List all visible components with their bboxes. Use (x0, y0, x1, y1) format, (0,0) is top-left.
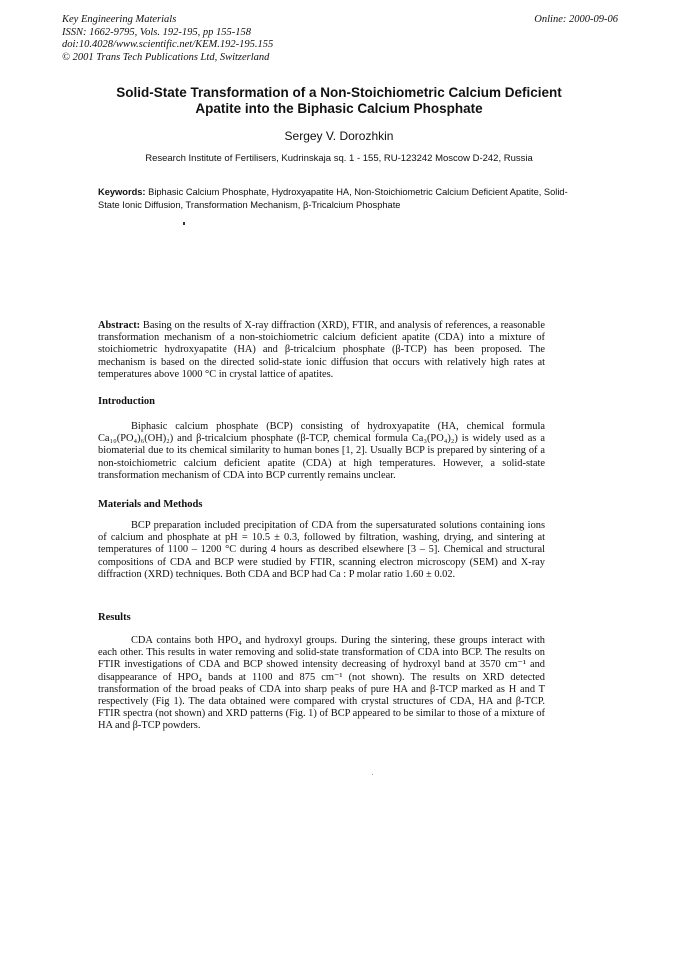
results-paragraph: CDA contains both HPO₄ and hydroxyl groups. During the sintering, these groups interact with each other. This results in water removing and solid-state transformation of CDA into BCP. The results on FTIR investigations of CDA and BCP showed intensity decreasing of hydroxyl band at 3570 cm⁻¹ and disappearance of HPO₄ bands at 1100 and 875 cm⁻¹ (not shown). The results on XRD detected transformation of the broad peaks of CDA into sharp peaks of pure HA and β-TCP marked as H and T respectively (Fig 1). The data obtained were compared with crystal structures of CDA, HA and β-TCP. FTIR spectra (not shown) and XRD patterns (Fig. 1) of BCP appeared to be similar to those of a mixture of HA and β-TCP powders. (98, 635, 545, 732)
copyright-line: © 2001 Trans Tech Publications Ltd, Switzerland (62, 51, 270, 63)
online-date: Online: 2000-09-06 (534, 14, 618, 25)
section-heading-methods: Materials and Methods (98, 499, 203, 510)
abstract-label: Abstract: (98, 320, 141, 331)
stray-mark (183, 222, 185, 225)
section-heading-results: Results (98, 612, 131, 623)
author-name: Sergey V. Dorozhkin (284, 129, 394, 143)
journal-name: Key Engineering Materials (62, 14, 177, 25)
abstract-text: Basing on the results of X-ray diffraction (XRD), FTIR, and analysis of references, a reasonable transformation mechanism of a non-stoichiometric calcium deficient apatite (CDA) into a mixture of stoichiometric hydroxyapatite (HA) and β-tricalcium phosphate (β-TCP) has been proposed. The mechanism is based on the directed solid-state ionic diffusion that occurs with relatively high rates at temperatures above 1000 °C in crystal lattice of apatites. (98, 320, 545, 380)
author-affiliation: Research Institute of Fertilisers, Kudrinskaja sq. 1 - 155, RU-123242 Moscow D-242, Russia (145, 153, 533, 164)
doi-link[interactable]: doi:10.4028/www.scientific.net/KEM.192-195.155 (62, 39, 274, 50)
keywords-label: Keywords: (98, 187, 146, 197)
paper-title-line2: Apatite into the Biphasic Calcium Phosphate (195, 101, 483, 116)
section-heading-introduction: Introduction (98, 396, 155, 407)
journal-header (62, 14, 273, 64)
paper-title (62, 85, 616, 117)
abstract-block (98, 320, 545, 381)
issn-line: ISSN: 1662-9795, Vols. 192-195, pp 155-158 (62, 26, 251, 38)
page-speck (372, 774, 373, 775)
keywords-block (98, 186, 578, 211)
keywords-text: Biphasic Calcium Phosphate, Hydroxyapatite HA, Non-Stoichiometric Calcium Deficient Apatite, Solid-State Ionic Diffusion, Transformation Mechanism, β-Tricalcium Phosphate (98, 187, 568, 210)
introduction-paragraph: Biphasic calcium phosphate (BCP) consisting of hydroxyapatite (HA, chemical formula Ca₁₀(PO₄)₆(OH)₂) and β-tricalcium phosphate (β-TCP, chemical formula Ca₃(PO₄)₂) is widely used as a biomaterial due to its chemical similarity to human bones [1, 2]. Usually BCP is prepared by sintering of a non-stoichiometric calcium deficient apatite (CDA) at high temperatures. However, a solid-state transformation mechanism of CDA into BCP currently remains unclear. (98, 421, 545, 481)
methods-paragraph: BCP preparation included precipitation of CDA from the supersaturated solutions containing ions of calcium and phosphate at pH = 10.5 ± 0.3, followed by filtration, washing, drying, and sintering at temperatures of 1100 – 1200 °C during 4 hours as described elsewhere [3 – 5]. Chemical and structural compositions of CDA and BCP were studied by FTIR, scanning electron microscopy (SEM) and X-ray diffraction (XRD) techniques. Both CDA and BCP had Ca : P molar ratio 1.60 ± 0.02. (98, 520, 545, 580)
paper-title-line1: Solid-State Transformation of a Non-Stoichiometric Calcium Deficient (116, 85, 562, 100)
